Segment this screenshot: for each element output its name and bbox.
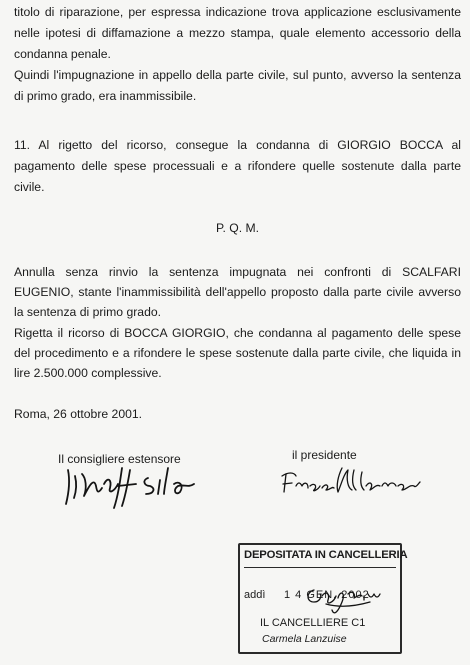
stamp-date: 1 4 GEN. 2002 [284,589,370,601]
handwritten-signature-right [278,464,428,500]
stamp-date-prefix: addì [244,589,266,601]
text-line: lire 2.500.000 complessive. [14,366,162,380]
text-line: del procedimento e a rifondere le spese sostenute dalla parte civile, che liquida in [14,346,461,360]
stamp-title: DEPOSITATA IN CANCELLERIA [244,549,408,561]
signature-label-right: il presidente [292,448,357,462]
stamp-name: Carmela Lanzuise [262,633,347,645]
text-line: Quindi l'impugnazione in appello della parte civile, sul punto, avverso la sentenza [14,68,461,82]
section-heading: P. Q. M. [215,221,260,235]
handwritten-signature-left [60,462,210,512]
stamp-divider [244,567,396,568]
text-line: nelle ipotesi di diffamazione a mezzo stampa, quale elemento accessorio della [14,26,461,40]
text-line: di primo grado, era inammissibile. [14,89,197,103]
text-line: Rigetta il ricorso di BOCCA GIORGIO, che condanna al pagamento delle spese [14,326,461,340]
date-place: Roma, 26 ottobre 2001. [14,407,143,421]
text-line: EUGENIO, stante l'inammissibilità dell'appello proposto dalla parte civile avverso [14,285,461,299]
signature-label-left: Il consigliere estensore [58,452,181,466]
stamp-role: IL CANCELLIERE C1 [260,617,366,629]
text-line: titolo di riparazione, per espressa indicazione trova applicazione esclusivamente [14,5,461,19]
text-line: condanna penale. [14,47,111,61]
text-line: pagamento delle spese processuali e a rifondere quelle sostenute dalla parte [14,159,461,173]
text-line: civile. [14,180,45,194]
text-line: 11. Al rigetto del ricorso, consegue la condanna di GIORGIO BOCCA al [14,138,461,152]
text-line: la sentenza di primo grado. [14,305,162,319]
text-line: Annulla senza rinvio la sentenza impugnata nei confronti di SCALFARI [14,265,461,279]
stamp-initials-signature [300,580,390,620]
